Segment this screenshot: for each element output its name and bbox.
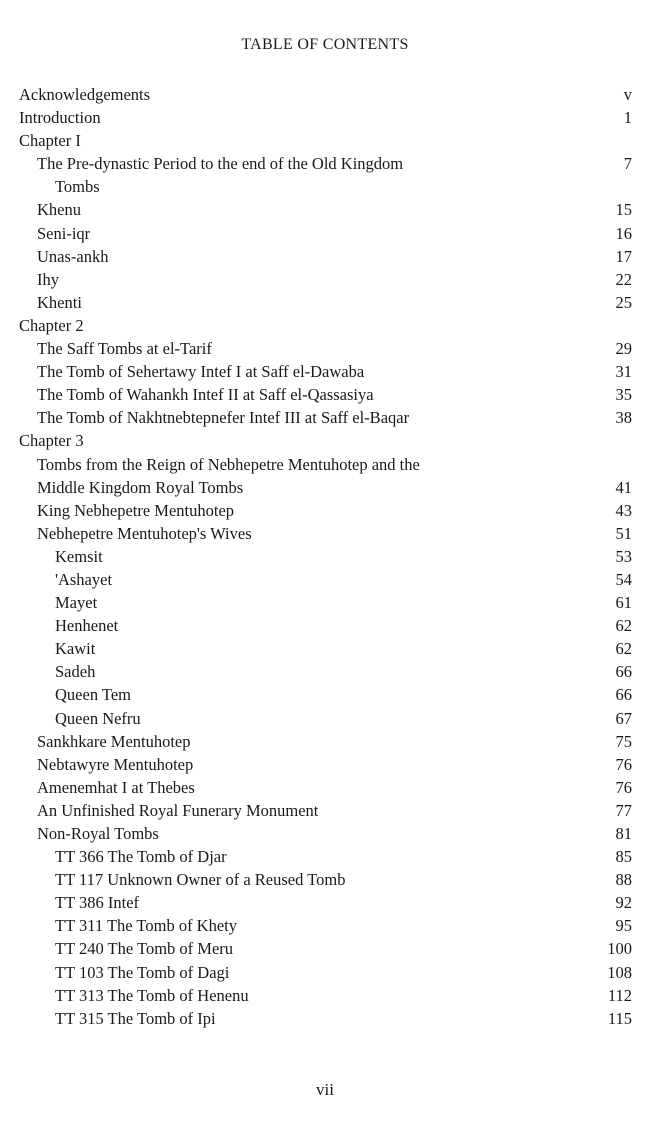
- toc-entry: [19, 268, 632, 291]
- toc-entry: [19, 730, 632, 753]
- toc-entry-page: 53: [615, 546, 632, 566]
- toc-entry-title: Ihy: [37, 269, 59, 289]
- toc-entry-page: 29: [615, 339, 632, 359]
- toc-entry-title: The Tomb of Wahankh Intef II at Saff el-Qassasiya: [37, 385, 374, 405]
- toc-entry: [19, 753, 632, 776]
- toc-entry-title: Acknowledgements: [19, 85, 151, 104]
- toc-entry-title: TT 103 The Tomb of Dagi: [55, 962, 230, 982]
- toc-entry-title: Introduction: [19, 108, 101, 128]
- toc-entry-title: Sankhkare Mentuhotep: [37, 731, 191, 751]
- toc-entry-page: 115: [607, 1008, 632, 1028]
- toc-entry-page: 51: [615, 523, 632, 543]
- toc-entry: [19, 314, 632, 337]
- toc-entry-title: TT 117 Unknown Owner of a Reused Tomb: [55, 870, 346, 890]
- toc-entry: [19, 914, 632, 937]
- toc-entry-title: Khenu: [37, 200, 81, 220]
- toc-entry: [19, 568, 632, 591]
- toc-entry-title: TT 315 The Tomb of Ipi: [55, 1008, 216, 1028]
- toc-entry-page: 54: [615, 569, 632, 589]
- toc-entry: [19, 222, 632, 245]
- toc-entry: [19, 776, 632, 799]
- toc-entry-title: 'Ashayet: [55, 569, 113, 589]
- toc-entry-page: 62: [615, 639, 632, 659]
- toc-entry: [19, 129, 632, 152]
- toc-entry-title: Kemsit: [55, 546, 103, 566]
- toc-entry: [19, 637, 632, 660]
- toc-entry: [19, 83, 632, 106]
- toc-entry-page: 112: [607, 985, 632, 1005]
- toc-entry: [19, 845, 632, 868]
- page-title: TABLE OF CONTENTS: [241, 36, 409, 53]
- toc-entry-title: Henhenet: [55, 616, 119, 636]
- toc-entry: [19, 591, 632, 614]
- toc-entry-title: Sadeh: [55, 662, 96, 682]
- toc-entry: [19, 291, 632, 314]
- toc-entry-page: v: [623, 85, 632, 104]
- toc-entry-page: 41: [615, 477, 632, 497]
- toc-entry-page: 66: [615, 685, 632, 705]
- toc-entry-page: 35: [615, 385, 632, 405]
- toc-entry-title: The Tomb of Sehertawy Intef I at Saff el-Dawaba: [37, 362, 365, 382]
- toc-entry-title: Tombs: [55, 177, 100, 197]
- toc-entry: [19, 1007, 632, 1030]
- toc-entry-title: Middle Kingdom Royal Tombs: [37, 477, 244, 497]
- toc-entry-title: Queen Nefru: [55, 708, 141, 728]
- toc-entry-page: 92: [615, 893, 632, 913]
- toc-entry: [19, 707, 632, 730]
- toc-entry-page: 1: [623, 108, 632, 128]
- toc-entry: [19, 614, 632, 637]
- toc-entry: [19, 961, 632, 984]
- toc-entry-title: TT 240 The Tomb of Meru: [55, 939, 234, 959]
- toc-entry-page: 22: [615, 269, 632, 289]
- toc-entry-title: Amenemhat I at Thebes: [37, 777, 195, 797]
- toc-entry-title: The Saff Tombs at el-Tarif: [37, 339, 212, 359]
- toc-entry-title: An Unfinished Royal Funerary Monument: [37, 800, 319, 820]
- toc-entry-page: 16: [615, 223, 632, 243]
- toc-entry-page: 15: [615, 200, 632, 220]
- toc-entry: [19, 937, 632, 960]
- toc-entry-page: 76: [615, 777, 632, 797]
- toc-entry-title: TT 313 The Tomb of Henenu: [55, 985, 249, 1005]
- toc-entry-title: Nebtawyre Mentuhotep: [37, 754, 194, 774]
- toc-entry-page: 95: [615, 916, 632, 936]
- toc-entry: [19, 891, 632, 914]
- toc-entry: [19, 476, 632, 499]
- toc-entry-page: 25: [615, 292, 632, 312]
- toc-entry-page: 76: [615, 754, 632, 774]
- toc-entry-page: 61: [615, 593, 632, 613]
- toc-entry: [19, 660, 632, 683]
- toc-entry-title: Queen Tem: [55, 685, 131, 705]
- toc-entry-page: 17: [615, 246, 632, 266]
- toc-entry-page: 66: [615, 662, 632, 682]
- table-of-contents: [19, 83, 632, 1030]
- toc-entry-title: Nebhepetre Mentuhotep's Wives: [37, 523, 252, 543]
- toc-entry-page: 43: [615, 500, 632, 520]
- toc-entry-title: Chapter I: [19, 131, 81, 151]
- toc-entry: [19, 499, 632, 522]
- toc-entry: [19, 799, 632, 822]
- toc-entry-title: The Pre-dynastic Period to the end of the Old Kingdom: [37, 154, 404, 174]
- toc-entry: [19, 406, 632, 429]
- toc-entry-title: Mayet: [55, 593, 98, 613]
- toc-entry-title: Chapter 2: [19, 315, 84, 335]
- toc-entry-page: 77: [615, 800, 632, 820]
- toc-entry-title: TT 311 The Tomb of Khety: [55, 916, 238, 936]
- page-number: vii: [316, 1080, 334, 1099]
- toc-entry-page: 81: [615, 824, 632, 843]
- toc-entry-page: 7: [623, 154, 632, 174]
- toc-entry: [19, 198, 632, 221]
- toc-entry: [19, 152, 632, 175]
- toc-entry: [19, 822, 632, 845]
- toc-entry: [19, 683, 632, 706]
- toc-entry-page: 67: [615, 708, 632, 728]
- toc-entry-title: Unas-ankh: [37, 246, 109, 266]
- toc-entry-page: 31: [615, 362, 632, 382]
- toc-entry-title: Non-Royal Tombs: [37, 824, 159, 843]
- toc-entry: [19, 545, 632, 568]
- toc-entry-page: 108: [607, 962, 632, 982]
- toc-entry-page: 75: [615, 731, 632, 751]
- toc-entry: [19, 360, 632, 383]
- toc-entry: [19, 175, 632, 198]
- toc-entry-title: King Nebhepetre Mentuhotep: [37, 500, 235, 520]
- toc-entry-title: TT 366 The Tomb of Djar: [55, 847, 227, 867]
- toc-entry-title: Seni-iqr: [37, 223, 91, 243]
- toc-entry-page: 62: [615, 616, 632, 636]
- toc-entry-page: 88: [615, 870, 632, 890]
- toc-entry-title: Tombs from the Reign of Nebhepetre Mentuhotep and the: [37, 454, 420, 474]
- toc-entry-title: Kawit: [55, 639, 96, 659]
- toc-entry: [19, 337, 632, 360]
- toc-entry: [19, 984, 632, 1007]
- toc-entry-page: 85: [615, 847, 632, 867]
- toc-entry: [19, 453, 632, 476]
- toc-entry: [19, 245, 632, 268]
- toc-entry: [19, 868, 632, 891]
- toc-entry: [19, 522, 632, 545]
- toc-entry-page: 100: [607, 939, 632, 959]
- toc-entry-title: The Tomb of Nakhtnebtepnefer Intef III at Saff el-Baqar: [37, 408, 410, 428]
- toc-entry: [19, 106, 632, 129]
- toc-entry-page: 38: [615, 408, 632, 428]
- toc-entry: [19, 429, 632, 452]
- toc-entry: [19, 383, 632, 406]
- toc-entry-title: TT 386 Intef: [55, 893, 140, 913]
- toc-entry-title: Khenti: [37, 292, 82, 312]
- toc-entry-title: Chapter 3: [19, 431, 84, 451]
